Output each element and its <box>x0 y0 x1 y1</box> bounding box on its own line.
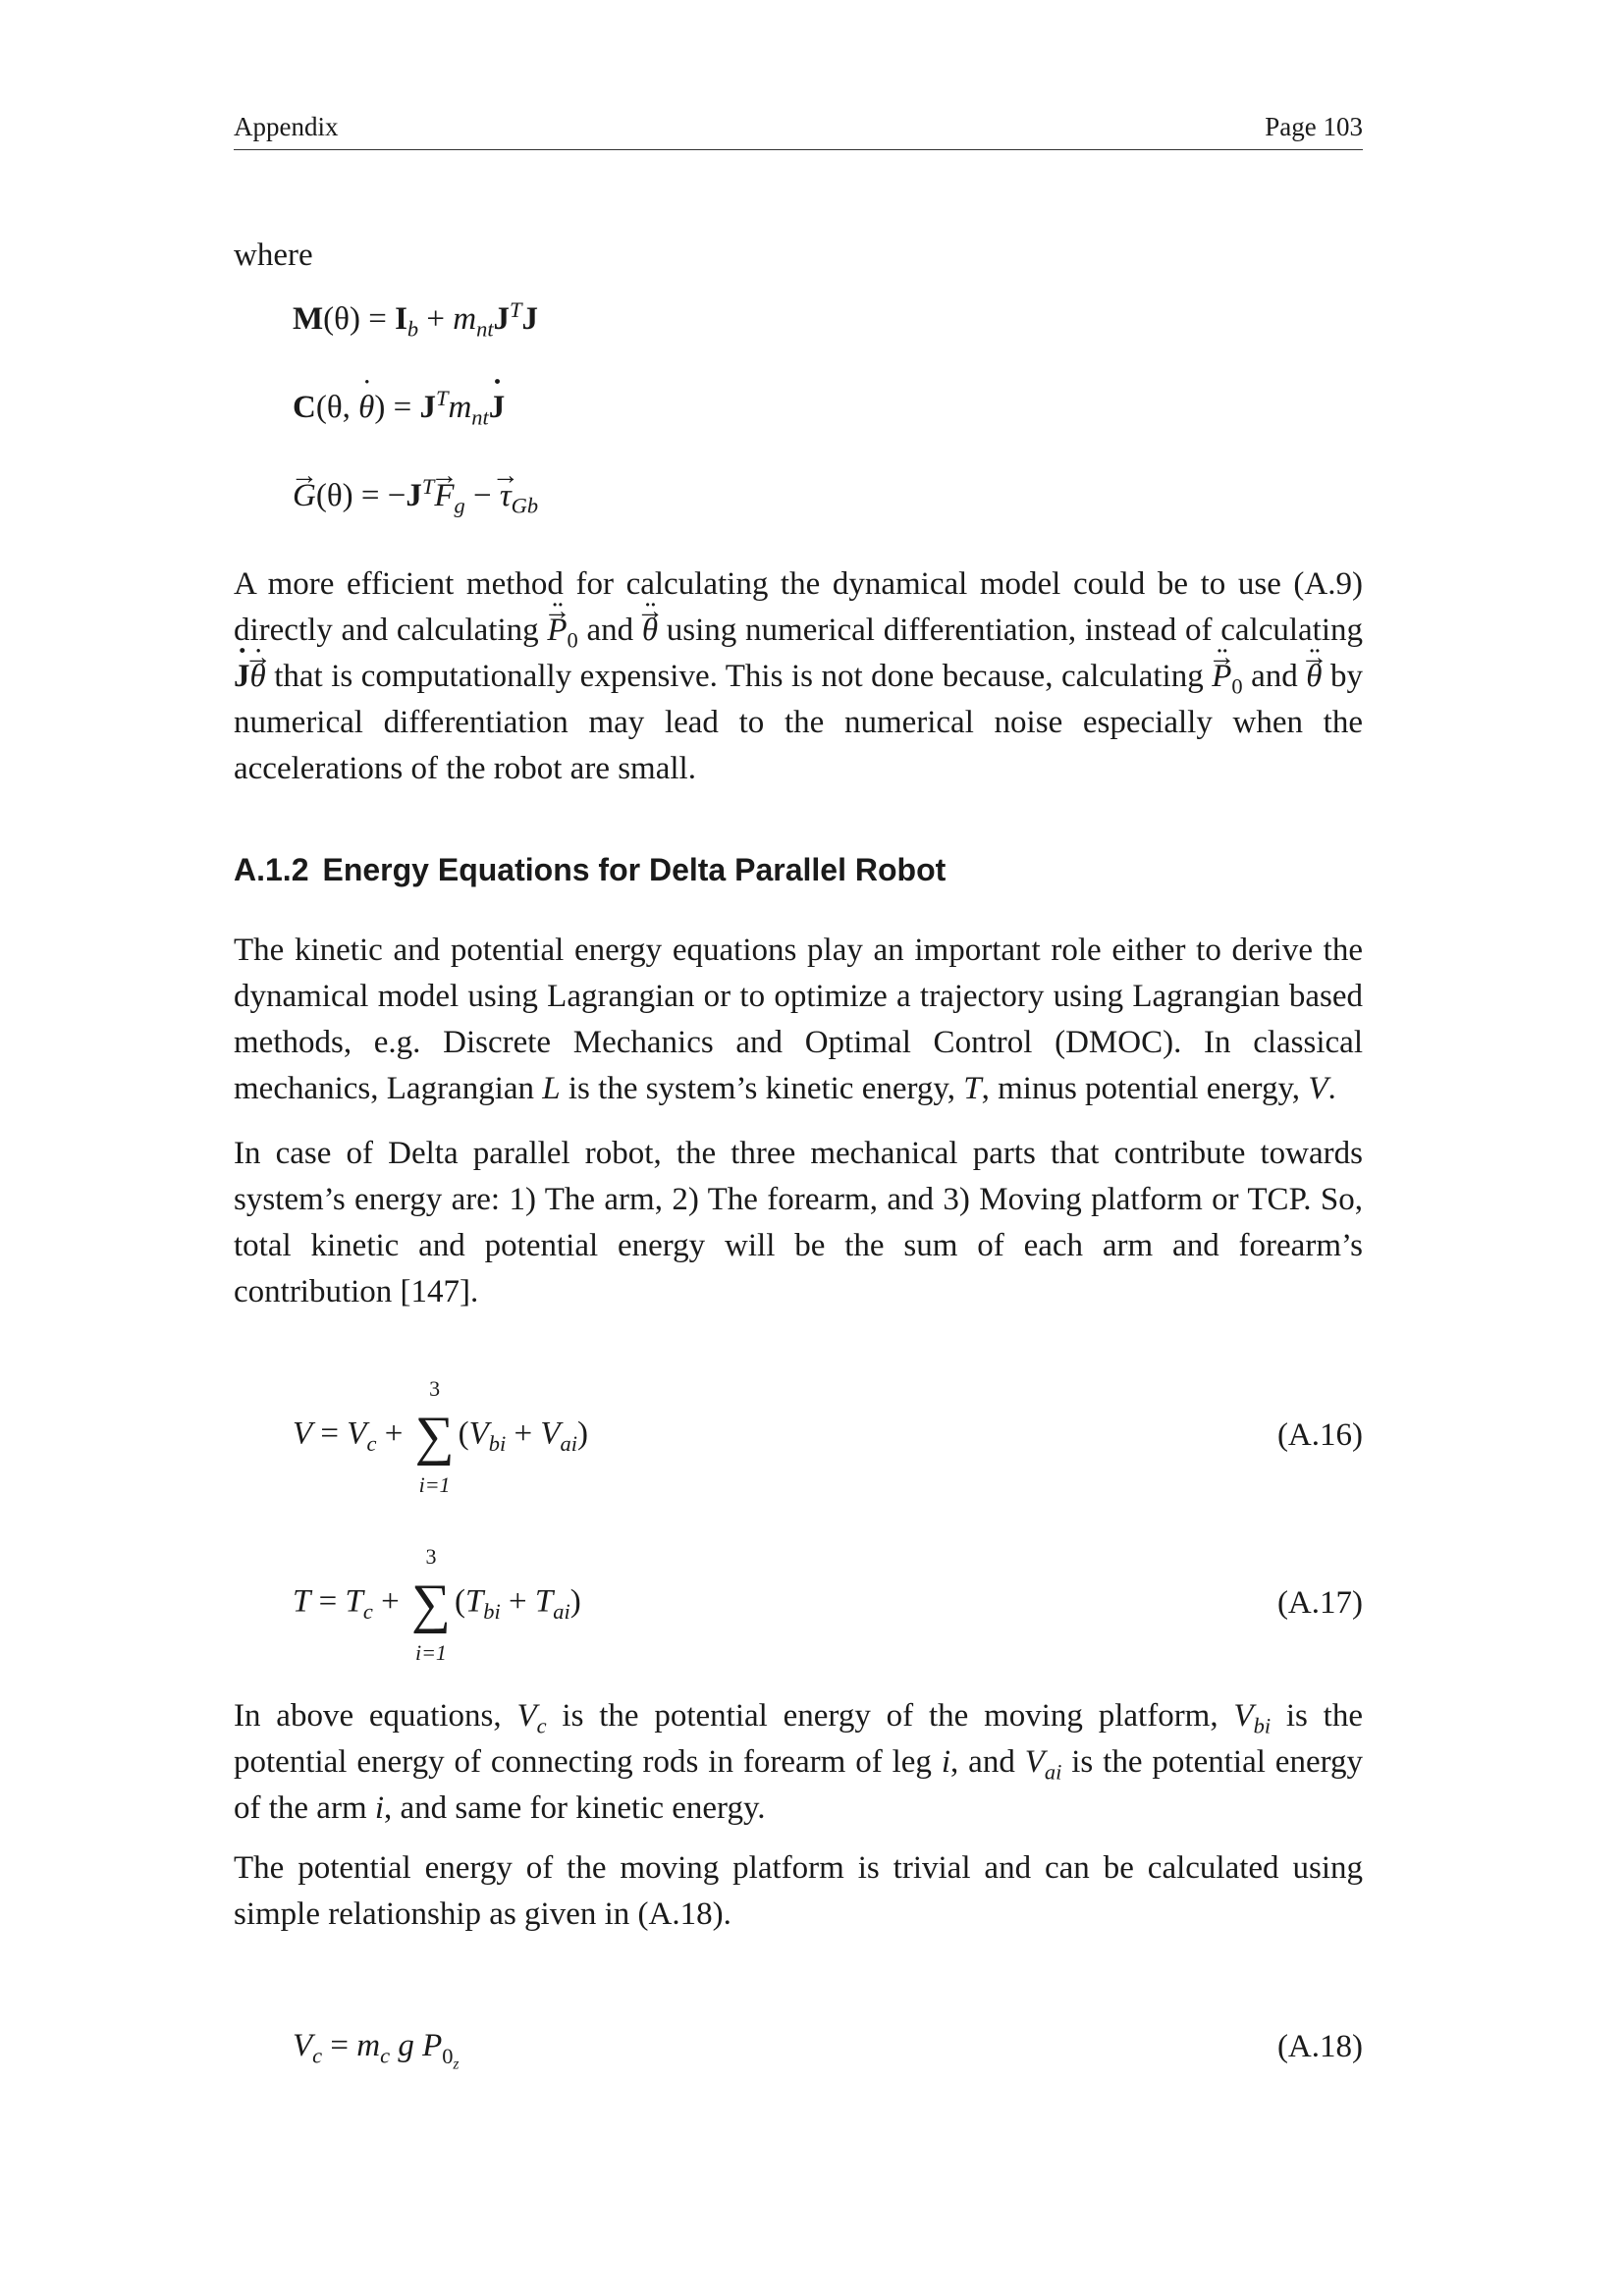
equation-label-a18: (A.18) <box>1276 2029 1363 2064</box>
mass-matrix-equation: $M(\theta) = I_b + m_{nt}J^TJ$ <box>293 297 539 342</box>
page-header <box>234 110 1363 150</box>
coriolis-matrix-equation: C(θ, θ ˙) = $J^Tm_{nt}J$ ˙ <box>293 388 505 427</box>
summation-symbol: 3 ∑ i=1 <box>414 1376 455 1497</box>
equation-label-a16: (A.16) <box>1276 1417 1363 1453</box>
where-text: where <box>234 238 313 273</box>
paragraph-efficient-method: A more efficient method for calculating the dynamical model could be to use (A.9) directly and calculating → P $¨_0$ and → θ ¨ using numerical differentiation, instead of calculating J ˙→ θ ˙ that is computationally expensive. This is not done because, calculating → P $¨_0$ and → θ ¨ by numerical differentiation may lead to the numerical noise especially when the accelerations of the robot are small. <box>234 561 1363 792</box>
section-title: Energy Equations for Delta Parallel Robot <box>322 852 947 887</box>
equation-a18: $V_c = m_c$ g $P_{0_z}$ <box>293 2028 460 2073</box>
paragraph-platform-potential: The potential energy of the moving platform is trivial and can be calculated using simple relationship as given in (A.18). <box>234 1850 1363 1932</box>
running-title: Appendix <box>234 112 339 141</box>
equation-label-a17: (A.17) <box>1276 1585 1363 1621</box>
summation-symbol: 3 ∑ i=1 <box>410 1544 451 1665</box>
paragraph-energy-equations: The kinetic and potential energy equations play an important role either to derive the dynamical model using Lagrangian or to optimize a trajectory using Lagrangian based methods, e.g. Discrete Mechanics and Optimal Control (DMOC). In classical mechanics, Lagrangian L is the system’s kinetic energy, T, minus potential energy, V. <box>234 933 1363 1106</box>
paragraph-delta-robot-parts: In case of Delta parallel robot, the three mechanical parts that contribute towards system’s energy are: 1) The arm, 2) The forearm, and 3) Moving platform or TCP. So, total kinetic and potential energy will be the sum of each arm and forearm’s contribution [147]. <box>234 1136 1363 1309</box>
section-number: A.1.2 <box>234 852 309 887</box>
gravity-vector-equation: → $G(\theta) = -J^T\to F_g$ − → $\tau_{Gb}$ <box>293 476 538 515</box>
section-heading <box>234 852 946 888</box>
equation-a17: $T = T_c$ + 3 ∑ i=1 $(T_{bi} + T_{ai})$ <box>293 1544 581 1665</box>
paragraph-equation-terms: In above equations, $V_c$ is the potential energy of the moving platform, $V_{bi}$ is the potential energy of connecting rods in forearm of leg i, and $V_{ai}$ is the potential energy of the arm i, and same for kinetic energy. <box>234 1698 1363 1826</box>
equation-a16: $V = V_c$ + 3 ∑ i=1 $(V_{bi} + V_{ai})$ <box>293 1376 588 1497</box>
page-number: Page 103 <box>1265 112 1363 141</box>
